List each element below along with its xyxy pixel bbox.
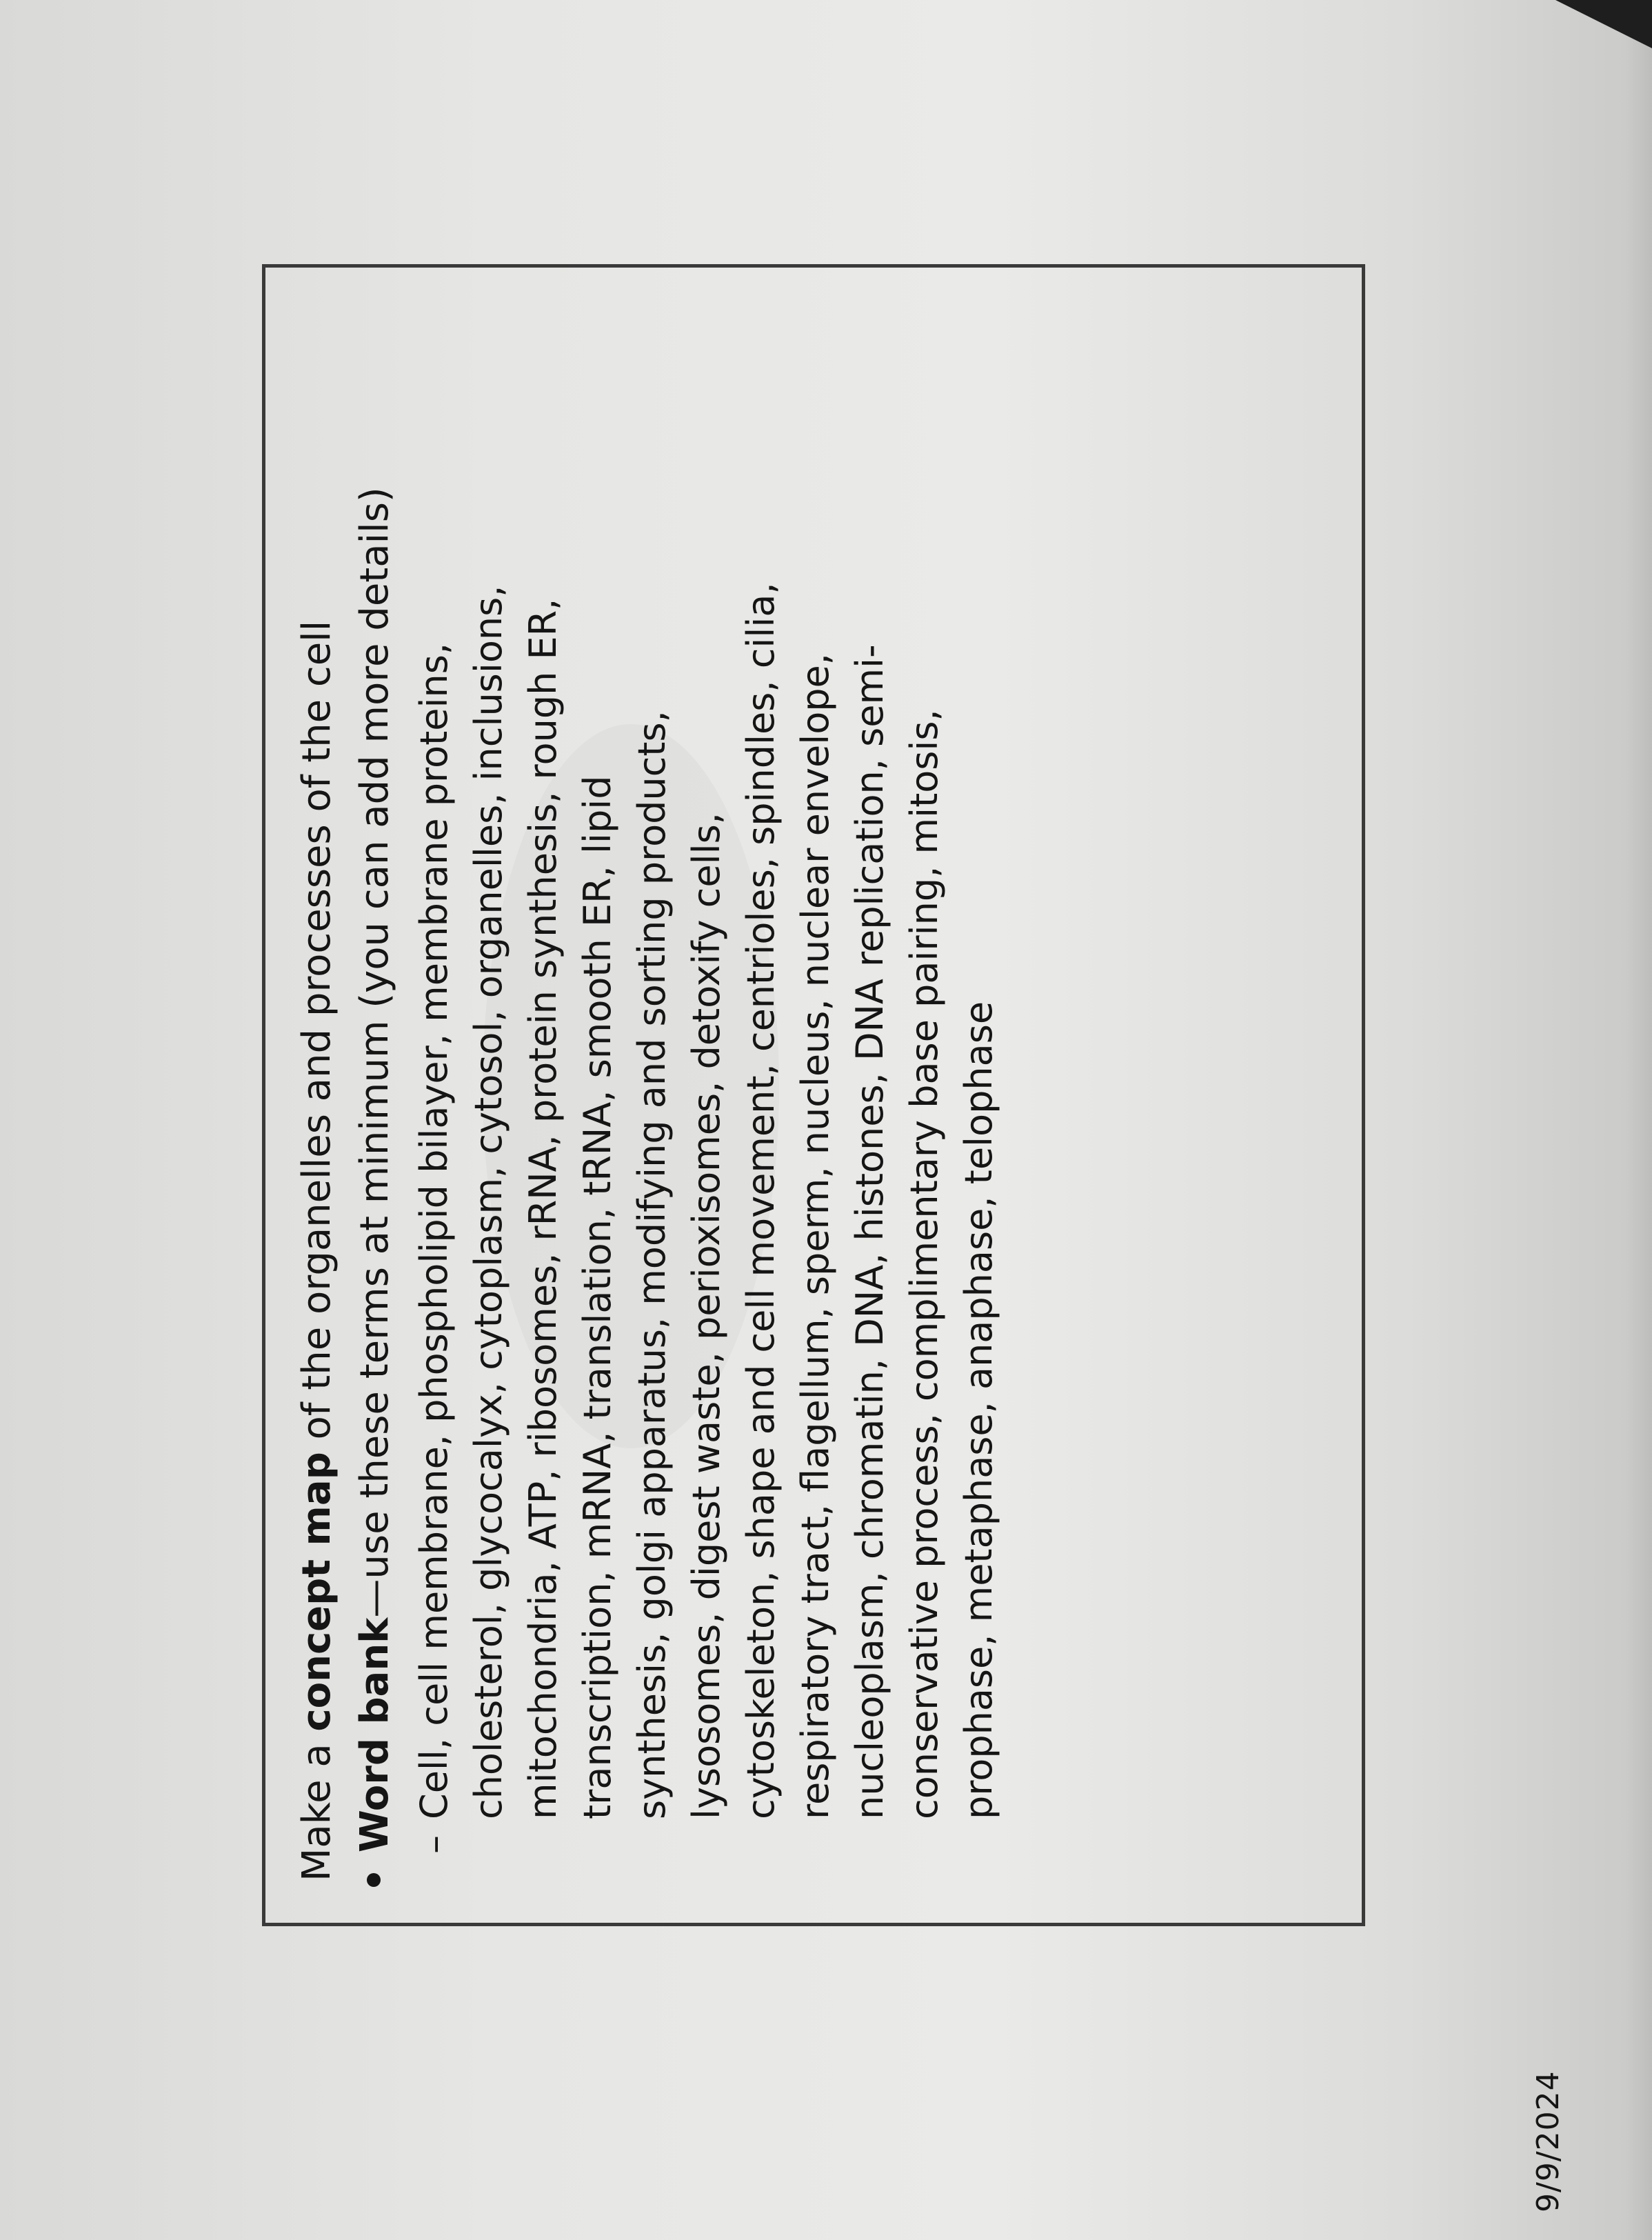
date-label: 9/9/2024 xyxy=(1531,2070,1566,2212)
terms-list: Cell, cell membrane, phospholipid bilayer, membrane proteins, cholesterol, glycocalyx, cytoplasm, cytosol, organelles, inclusions, mitochondria, ATP, ribosomes, rRNA, protein synthesis, rough ER, transcription, mRNA, translation, tRNA, smooth ER, lipid synthesis, golgi apparatus, modifying and sorting products, lysosomes, digest waste, perioxisomes, detoxify cells, cytoskeleton, shape and cell movement, centrioles, spindles, cilia, respiratory tract, flagellum, sperm, nucleus, nuclear envelope, nucleoplasm, chromatin, DNA, histones, DNA replication, semi-conservative process, complimentary base pairing, mitosis, prophase, metaphase, anaphase, telophase xyxy=(412,582,1000,1819)
word-bank-bullet xyxy=(347,281,403,1881)
word-bank-bold: Word bank xyxy=(352,1617,397,1852)
instruction-bold: concept map xyxy=(294,1452,339,1732)
box-content xyxy=(290,281,1006,1881)
instruction-prefix: Make a xyxy=(294,1731,339,1881)
instruction-line xyxy=(290,281,345,1881)
terms-sub-bullet xyxy=(407,281,1006,1881)
instruction-suffix: of the organelles and processes of the cell xyxy=(294,620,339,1452)
bullet-dot-icon xyxy=(367,1873,381,1887)
word-bank-text xyxy=(347,487,403,1852)
word-bank-rest: —use these terms at minimum (you can add more details) xyxy=(352,487,397,1618)
dash-marker: – xyxy=(412,1835,456,1854)
